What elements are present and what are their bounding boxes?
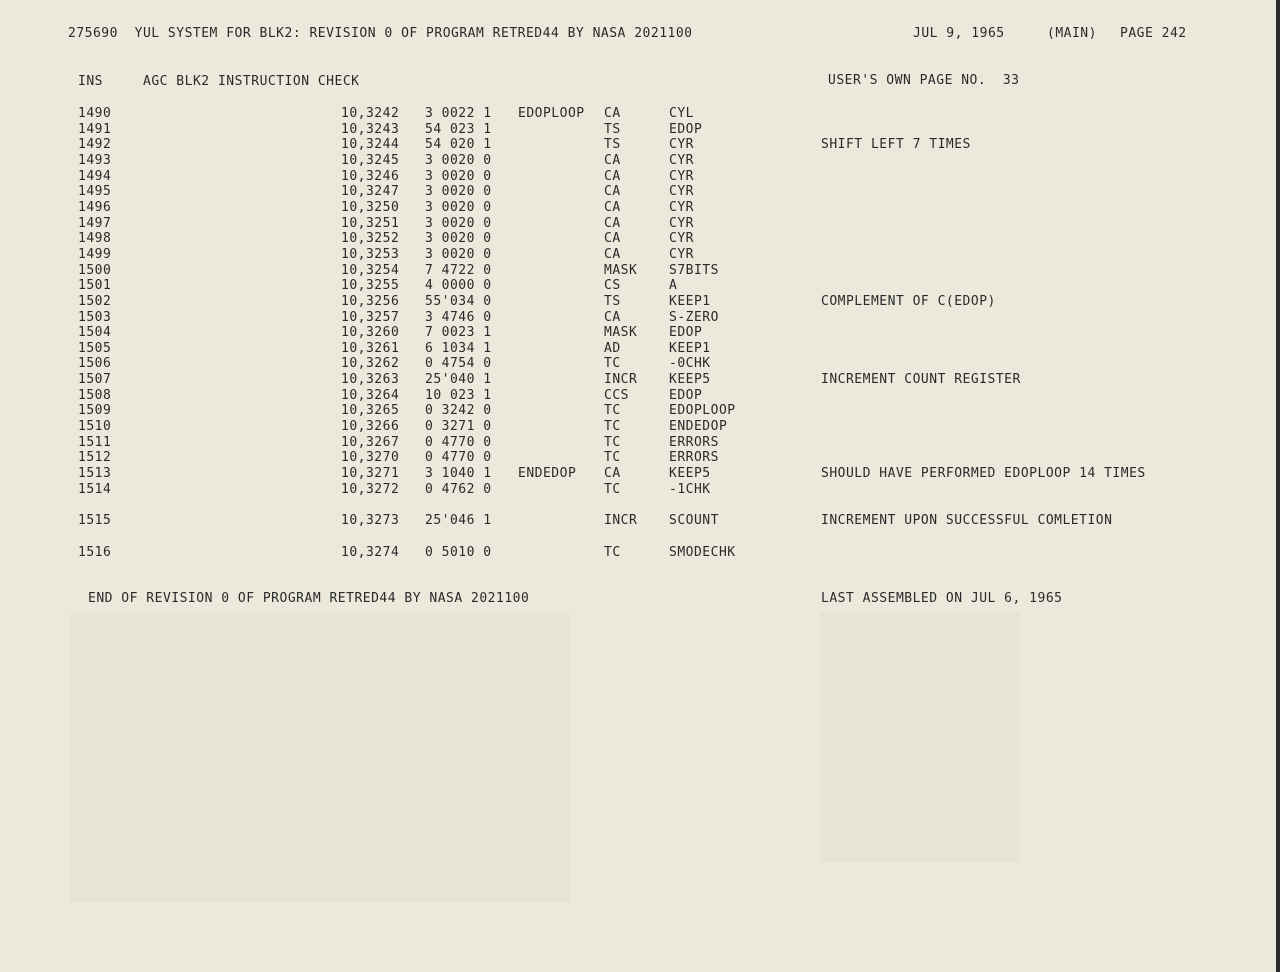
operand: EDOPLOOP xyxy=(669,403,736,419)
operand: CYR xyxy=(669,215,694,231)
operand: -0CHK xyxy=(669,356,711,372)
opcode: TC xyxy=(604,403,621,419)
line-number: 1510 xyxy=(78,419,112,434)
address: 10,3257 xyxy=(341,309,400,325)
line-number: 1490 xyxy=(78,106,112,121)
line-number: 1504 xyxy=(78,325,112,341)
operand: S-ZERO xyxy=(669,309,719,325)
line-number: 1512 xyxy=(78,450,112,466)
line-number: 1498 xyxy=(78,231,112,247)
octal-code: 25'040 1 xyxy=(425,372,492,388)
opcode: AD xyxy=(604,340,621,356)
operand: EDOP xyxy=(669,325,703,341)
bleed-through-block xyxy=(70,612,570,902)
opcode: CA xyxy=(604,215,621,231)
header-date: JUL 9, 1965 xyxy=(913,26,1005,41)
address: 10,3272 xyxy=(341,481,400,497)
octal-code: 3 0022 1 xyxy=(425,106,492,121)
line-number: 1502 xyxy=(78,293,112,309)
operand: CYR xyxy=(669,168,694,184)
opcode: TS xyxy=(604,137,621,153)
line-number: 1503 xyxy=(78,309,112,325)
comment: SHIFT LEFT 7 TIMES xyxy=(821,137,971,153)
address: 10,3252 xyxy=(341,231,400,247)
operand: CYR xyxy=(669,184,694,200)
header-left: 275690 YUL SYSTEM FOR BLK2: REVISION 0 OF PROGRAM RETRED44 BY NASA 2021100 xyxy=(68,26,693,41)
octal-code: 3 4746 0 xyxy=(425,309,492,325)
operand: SMODECHK xyxy=(669,545,736,560)
operand: -1CHK xyxy=(669,481,711,497)
address: 10,3255 xyxy=(341,278,400,294)
operand: KEEP5 xyxy=(669,372,711,388)
line-number: 1516 xyxy=(78,545,112,560)
address: 10,3254 xyxy=(341,262,400,278)
octal-code: 3 1040 1 xyxy=(425,465,492,481)
operand: KEEP1 xyxy=(669,340,711,356)
line-number: 1513 xyxy=(78,465,112,481)
octal-code: 0 4770 0 xyxy=(425,434,492,450)
octal-code: 7 4722 0 xyxy=(425,262,492,278)
opcode: TC xyxy=(604,356,621,372)
line-number: 1501 xyxy=(78,278,112,294)
octal-code: 0 3242 0 xyxy=(425,403,492,419)
address: 10,3265 xyxy=(341,403,400,419)
address: 10,3245 xyxy=(341,152,400,168)
address: 10,3263 xyxy=(341,372,400,388)
opcode: CA xyxy=(604,246,621,262)
opcode: CCS xyxy=(604,387,629,403)
opcode: CA xyxy=(604,199,621,215)
comment: SHOULD HAVE PERFORMED EDOPLOOP 14 TIMES xyxy=(821,465,1146,481)
line-number: 1507 xyxy=(78,372,112,388)
line-number: 1515 xyxy=(78,513,112,528)
octal-code: 3 0020 0 xyxy=(425,168,492,184)
opcode: TC xyxy=(604,450,621,466)
comment: INCREMENT COUNT REGISTER xyxy=(821,372,1021,388)
footer-left: END OF REVISION 0 OF PROGRAM RETRED44 BY NASA 2021100 xyxy=(88,591,530,606)
opcode: CA xyxy=(604,231,621,247)
opcode: TS xyxy=(604,293,621,309)
subheader-ins: INS xyxy=(78,74,103,89)
operand: S7BITS xyxy=(669,262,719,278)
subheader-title: AGC BLK2 INSTRUCTION CHECK xyxy=(143,74,360,89)
opcode: TC xyxy=(604,419,621,434)
header-section: (MAIN) xyxy=(1047,26,1097,41)
line-number: 1500 xyxy=(78,262,112,278)
address: 10,3242 xyxy=(341,106,400,121)
octal-code: 55'034 0 xyxy=(425,293,492,309)
opcode: TC xyxy=(604,434,621,450)
octal-code: 4 0000 0 xyxy=(425,278,492,294)
operand: CYR xyxy=(669,246,694,262)
address: 10,3264 xyxy=(341,387,400,403)
line-number: 1508 xyxy=(78,387,112,403)
line-number: 1511 xyxy=(78,434,112,450)
address: 10,3274 xyxy=(341,545,400,560)
line-number: 1499 xyxy=(78,246,112,262)
line-number: 1496 xyxy=(78,199,112,215)
line-number: 1491 xyxy=(78,121,112,137)
octal-code: 10 023 1 xyxy=(425,387,492,403)
line-number: 1514 xyxy=(78,481,112,497)
address: 10,3267 xyxy=(341,434,400,450)
address: 10,3270 xyxy=(341,450,400,466)
octal-code: 0 4762 0 xyxy=(425,481,492,497)
operand: SCOUNT xyxy=(669,513,719,528)
octal-code: 0 4770 0 xyxy=(425,450,492,466)
opcode: CA xyxy=(604,465,621,481)
octal-code: 3 0020 0 xyxy=(425,152,492,168)
octal-code: 3 0020 0 xyxy=(425,199,492,215)
octal-code: 0 4754 0 xyxy=(425,356,492,372)
address: 10,3247 xyxy=(341,184,400,200)
operand: CYR xyxy=(669,231,694,247)
octal-code: 0 5010 0 xyxy=(425,545,492,560)
comment: INCREMENT UPON SUCCESSFUL COMLETION xyxy=(821,513,1113,528)
line-number: 1497 xyxy=(78,215,112,231)
address: 10,3251 xyxy=(341,215,400,231)
octal-code: 3 0020 0 xyxy=(425,184,492,200)
line-number: 1492 xyxy=(78,137,112,153)
operand: KEEP1 xyxy=(669,293,711,309)
address: 10,3271 xyxy=(341,465,400,481)
octal-code: 54 020 1 xyxy=(425,137,492,153)
operand: CYL xyxy=(669,106,694,121)
operand: CYR xyxy=(669,199,694,215)
octal-code: 7 0023 1 xyxy=(425,325,492,341)
address: 10,3246 xyxy=(341,168,400,184)
address: 10,3244 xyxy=(341,137,400,153)
operand: CYR xyxy=(669,137,694,153)
scan-edge xyxy=(1276,0,1280,972)
address: 10,3262 xyxy=(341,356,400,372)
opcode: CA xyxy=(604,168,621,184)
header-page: PAGE 242 xyxy=(1120,26,1187,41)
opcode: CS xyxy=(604,278,621,294)
address: 10,3260 xyxy=(341,325,400,341)
opcode: INCR xyxy=(604,513,638,528)
label: EDOPLOOP xyxy=(518,106,585,121)
octal-code: 6 1034 1 xyxy=(425,340,492,356)
line-number: 1509 xyxy=(78,403,112,419)
operand: CYR xyxy=(669,152,694,168)
opcode: CA xyxy=(604,106,621,121)
address: 10,3243 xyxy=(341,121,400,137)
address: 10,3256 xyxy=(341,293,400,309)
address: 10,3250 xyxy=(341,199,400,215)
operand: ERRORS xyxy=(669,450,719,466)
octal-code: 3 0020 0 xyxy=(425,231,492,247)
opcode: TC xyxy=(604,481,621,497)
opcode: CA xyxy=(604,152,621,168)
opcode: CA xyxy=(604,184,621,200)
line-number: 1493 xyxy=(78,152,112,168)
footer-right: LAST ASSEMBLED ON JUL 6, 1965 xyxy=(821,591,1063,606)
line-number: 1506 xyxy=(78,356,112,372)
operand: KEEP5 xyxy=(669,465,711,481)
subheader-users-page: USER'S OWN PAGE NO. 33 xyxy=(828,73,1020,88)
octal-code: 54 023 1 xyxy=(425,121,492,137)
line-number: 1495 xyxy=(78,184,112,200)
operand: EDOP xyxy=(669,121,703,137)
opcode: MASK xyxy=(604,262,638,278)
octal-code: 3 0020 0 xyxy=(425,246,492,262)
operand: A xyxy=(669,278,678,294)
octal-code: 0 3271 0 xyxy=(425,419,492,434)
address: 10,3273 xyxy=(341,513,400,528)
opcode: INCR xyxy=(604,372,638,388)
operand: ENDEDOP xyxy=(669,419,728,434)
comment: COMPLEMENT OF C(EDOP) xyxy=(821,293,996,309)
opcode: TC xyxy=(604,545,621,560)
octal-code: 3 0020 0 xyxy=(425,215,492,231)
opcode: MASK xyxy=(604,325,638,341)
operand: EDOP xyxy=(669,387,703,403)
address: 10,3261 xyxy=(341,340,400,356)
operand: ERRORS xyxy=(669,434,719,450)
address: 10,3266 xyxy=(341,419,400,434)
opcode: CA xyxy=(604,309,621,325)
line-number: 1494 xyxy=(78,168,112,184)
address: 10,3253 xyxy=(341,246,400,262)
line-number: 1505 xyxy=(78,340,112,356)
label: ENDEDOP xyxy=(518,465,577,481)
opcode: TS xyxy=(604,121,621,137)
octal-code: 25'046 1 xyxy=(425,513,492,528)
bleed-through-block xyxy=(820,612,1020,862)
